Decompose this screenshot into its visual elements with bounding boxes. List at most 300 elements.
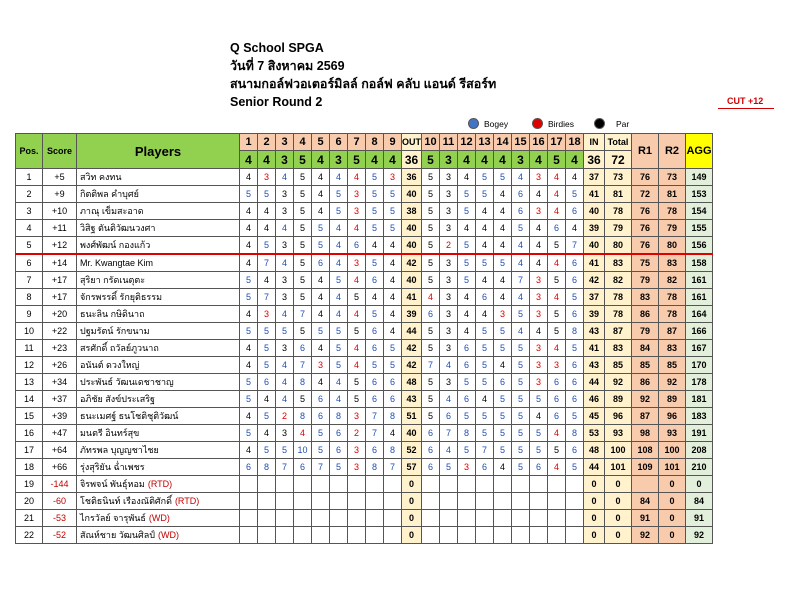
hole-score: 4 bbox=[494, 357, 512, 374]
agg-cell: 164 bbox=[686, 306, 713, 323]
player-name: กิตติพล คำบุศย์ bbox=[80, 189, 139, 199]
total-cell: 92 bbox=[605, 374, 632, 391]
par-cell: 5 bbox=[422, 151, 440, 169]
hole-score: 4 bbox=[312, 306, 330, 323]
hole-score: 4 bbox=[330, 374, 348, 391]
hole-score: 4 bbox=[276, 254, 294, 272]
hole-score: 5 bbox=[566, 186, 584, 203]
r1-header: R1 bbox=[632, 134, 659, 169]
player-name: สรศักดิ์ ถวัลย์ภูวนาถ bbox=[80, 343, 159, 353]
hole-score: 5 bbox=[440, 459, 458, 476]
hole-score bbox=[330, 527, 348, 544]
hole-score: 4 bbox=[494, 289, 512, 306]
player-name: สัณห์ชาย วัฒนศิลป์ bbox=[80, 530, 155, 540]
hole-score: 6 bbox=[548, 391, 566, 408]
pos-cell: 7 bbox=[16, 272, 43, 289]
hole-score: 2 bbox=[348, 425, 366, 442]
hole-score: 4 bbox=[384, 323, 402, 340]
r2-cell: 78 bbox=[659, 203, 686, 220]
agg-cell: 84 bbox=[686, 493, 713, 510]
hole-score: 3 bbox=[458, 459, 476, 476]
r1-cell: 86 bbox=[632, 374, 659, 391]
hole-score: 3 bbox=[440, 374, 458, 391]
in-header: IN bbox=[584, 134, 605, 151]
hole-score: 6 bbox=[312, 408, 330, 425]
hole-score: 5 bbox=[258, 340, 276, 357]
hole-score: 7 bbox=[366, 408, 384, 425]
table-row bbox=[16, 203, 713, 220]
hole-score: 3 bbox=[440, 272, 458, 289]
hole-score: 5 bbox=[240, 425, 258, 442]
hole-score: 5 bbox=[366, 169, 384, 186]
player-name: ไกรวัลย์ จารุพันธ์ bbox=[80, 513, 146, 523]
hole-score: 6 bbox=[366, 272, 384, 289]
hole-score: 6 bbox=[512, 186, 530, 203]
total-cell: 81 bbox=[605, 186, 632, 203]
hole-score: 10 bbox=[294, 442, 312, 459]
hole-score: 8 bbox=[566, 323, 584, 340]
hole-score: 4 bbox=[276, 220, 294, 237]
hole-score: 6 bbox=[312, 391, 330, 408]
player-name: ธนะเมศฐ์ ธนโชติชุติวัฒน์ bbox=[80, 411, 179, 421]
hole-header: 18 bbox=[566, 134, 584, 151]
hole-score: 3 bbox=[530, 203, 548, 220]
hole-score: 5 bbox=[512, 459, 530, 476]
hole-score bbox=[384, 510, 402, 527]
hole-score: 5 bbox=[240, 391, 258, 408]
in-cell: 44 bbox=[584, 374, 605, 391]
hole-score: 4 bbox=[240, 237, 258, 255]
hole-score: 4 bbox=[258, 391, 276, 408]
hole-score: 4 bbox=[366, 237, 384, 255]
hole-score: 3 bbox=[530, 272, 548, 289]
player-cell bbox=[77, 254, 240, 272]
r2-cell: 100 bbox=[659, 442, 686, 459]
hole-header: 8 bbox=[366, 134, 384, 151]
hole-score: 5 bbox=[422, 220, 440, 237]
hole-score: 4 bbox=[330, 289, 348, 306]
hole-score: 8 bbox=[566, 425, 584, 442]
hole-score: 4 bbox=[330, 237, 348, 255]
in-cell: 44 bbox=[584, 459, 605, 476]
hole-score: 5 bbox=[312, 425, 330, 442]
hole-score: 4 bbox=[548, 289, 566, 306]
player-name: พงศ์พัฒน์ กองแก้ว bbox=[80, 240, 151, 250]
hole-score: 7 bbox=[276, 459, 294, 476]
hole-score bbox=[458, 493, 476, 510]
hole-score bbox=[512, 510, 530, 527]
hole-score: 4 bbox=[422, 289, 440, 306]
hole-score: 3 bbox=[276, 186, 294, 203]
r2-cell: 80 bbox=[659, 237, 686, 255]
player-name: วิสิฐ ตันติวัฒนวงศา bbox=[80, 223, 156, 233]
hole-score: 5 bbox=[476, 425, 494, 442]
hole-score: 4 bbox=[330, 306, 348, 323]
hole-score: 5 bbox=[512, 408, 530, 425]
hole-score: 5 bbox=[240, 289, 258, 306]
hole-score bbox=[548, 527, 566, 544]
hole-score: 5 bbox=[240, 186, 258, 203]
hole-score: 6 bbox=[476, 459, 494, 476]
player-cell bbox=[77, 476, 240, 493]
hole-score bbox=[240, 476, 258, 493]
agg-cell: 149 bbox=[686, 169, 713, 186]
r2-cell: 82 bbox=[659, 272, 686, 289]
hole-score bbox=[476, 476, 494, 493]
r2-header: R2 bbox=[659, 134, 686, 169]
player-name: ภัทรพล บุญญชาไชย bbox=[80, 445, 159, 455]
hole-score: 5 bbox=[566, 408, 584, 425]
hole-score bbox=[312, 476, 330, 493]
hole-score: 4 bbox=[384, 306, 402, 323]
table-row bbox=[16, 408, 713, 425]
hole-score: 5 bbox=[458, 203, 476, 220]
par-cell: 3 bbox=[440, 151, 458, 169]
pos-cell: 2 bbox=[16, 186, 43, 203]
hole-score: 3 bbox=[258, 169, 276, 186]
hole-score: 4 bbox=[494, 220, 512, 237]
total-header: Total bbox=[605, 134, 632, 151]
hole-score: 4 bbox=[330, 254, 348, 272]
player-cell bbox=[77, 203, 240, 220]
player-status: (RTD) bbox=[174, 496, 200, 506]
agg-cell: 161 bbox=[686, 272, 713, 289]
hole-score bbox=[294, 527, 312, 544]
hole-score: 5 bbox=[548, 306, 566, 323]
hole-score: 4 bbox=[384, 289, 402, 306]
hole-score: 5 bbox=[312, 442, 330, 459]
out-cell: 52 bbox=[402, 442, 422, 459]
total-cell: 0 bbox=[605, 510, 632, 527]
hole-score: 4 bbox=[548, 203, 566, 220]
hole-score bbox=[312, 510, 330, 527]
player-name: ธนะลิน กษิดินาถ bbox=[80, 309, 145, 319]
hole-header: 11 bbox=[440, 134, 458, 151]
hole-score: 4 bbox=[240, 442, 258, 459]
hole-header: 9 bbox=[384, 134, 402, 151]
hole-score: 5 bbox=[258, 357, 276, 374]
hole-score: 6 bbox=[548, 374, 566, 391]
hole-score: 6 bbox=[366, 374, 384, 391]
par-cell: 5 bbox=[548, 151, 566, 169]
hole-score: 5 bbox=[294, 203, 312, 220]
player-cell bbox=[77, 510, 240, 527]
hole-score: 5 bbox=[258, 442, 276, 459]
hole-score: 5 bbox=[548, 442, 566, 459]
out-cell: 40 bbox=[402, 425, 422, 442]
total-cell: 0 bbox=[605, 476, 632, 493]
agg-cell: 92 bbox=[686, 527, 713, 544]
hole-score: 4 bbox=[566, 220, 584, 237]
pos-cell: 13 bbox=[16, 374, 43, 391]
score-cell: +20 bbox=[43, 306, 77, 323]
hole-header: 13 bbox=[476, 134, 494, 151]
hole-score: 6 bbox=[366, 340, 384, 357]
hole-score: 5 bbox=[422, 408, 440, 425]
hole-score: 5 bbox=[422, 374, 440, 391]
hole-score bbox=[258, 527, 276, 544]
hole-score: 6 bbox=[566, 357, 584, 374]
hole-score: 3 bbox=[348, 254, 366, 272]
hole-score bbox=[422, 476, 440, 493]
hole-score: 4 bbox=[440, 391, 458, 408]
cut-label: CUT +12 bbox=[727, 96, 764, 106]
player-cell bbox=[77, 493, 240, 510]
hole-score: 4 bbox=[330, 169, 348, 186]
score-cell: -144 bbox=[43, 476, 77, 493]
r1-cell: 84 bbox=[632, 493, 659, 510]
in-cell: 40 bbox=[584, 203, 605, 220]
hole-score bbox=[458, 476, 476, 493]
par-cell: 3 bbox=[512, 151, 530, 169]
hole-score: 5 bbox=[476, 323, 494, 340]
hole-score: 4 bbox=[384, 237, 402, 255]
hole-score: 5 bbox=[512, 306, 530, 323]
hole-score: 4 bbox=[240, 357, 258, 374]
player-status: (WD) bbox=[148, 513, 170, 523]
out-cell: 57 bbox=[402, 459, 422, 476]
hole-score: 3 bbox=[348, 408, 366, 425]
hole-score: 5 bbox=[384, 220, 402, 237]
hole-score: 3 bbox=[312, 357, 330, 374]
hole-score bbox=[276, 510, 294, 527]
hole-score bbox=[240, 493, 258, 510]
hole-score: 7 bbox=[422, 357, 440, 374]
hole-score: 5 bbox=[258, 323, 276, 340]
hole-score bbox=[512, 493, 530, 510]
in-cell: 39 bbox=[584, 220, 605, 237]
hole-score: 4 bbox=[548, 254, 566, 272]
player-name: สวิท คงทน bbox=[80, 172, 122, 182]
r2-cell: 81 bbox=[659, 186, 686, 203]
table-row bbox=[16, 374, 713, 391]
hole-score: 5 bbox=[476, 254, 494, 272]
out-cell: 0 bbox=[402, 510, 422, 527]
par-cell: 4 bbox=[530, 151, 548, 169]
pos-cell: 9 bbox=[16, 306, 43, 323]
hole-score: 4 bbox=[548, 169, 566, 186]
hole-score: 6 bbox=[384, 374, 402, 391]
player-name: รุ่งสุริยัน ฉ่ำเพชร bbox=[80, 462, 145, 472]
player-cell bbox=[77, 289, 240, 306]
hole-score bbox=[458, 510, 476, 527]
agg-cell: 191 bbox=[686, 425, 713, 442]
hole-score: 5 bbox=[240, 323, 258, 340]
legend-par-label: Par bbox=[616, 118, 630, 129]
hole-header: 10 bbox=[422, 134, 440, 151]
hole-score: 5 bbox=[348, 374, 366, 391]
hole-score: 4 bbox=[566, 169, 584, 186]
score-cell: +66 bbox=[43, 459, 77, 476]
hole-score: 6 bbox=[422, 459, 440, 476]
hole-score bbox=[312, 493, 330, 510]
table-row bbox=[16, 340, 713, 357]
hole-score: 3 bbox=[348, 459, 366, 476]
hole-score: 3 bbox=[384, 169, 402, 186]
pos-cell: 1 bbox=[16, 169, 43, 186]
agg-cell: 154 bbox=[686, 203, 713, 220]
hole-score: 5 bbox=[348, 323, 366, 340]
r1-cell: 76 bbox=[632, 203, 659, 220]
hole-score: 5 bbox=[294, 186, 312, 203]
in-cell: 41 bbox=[584, 186, 605, 203]
hole-score: 5 bbox=[330, 340, 348, 357]
r1-cell: 79 bbox=[632, 272, 659, 289]
player-cell bbox=[77, 391, 240, 408]
hole-score: 4 bbox=[494, 459, 512, 476]
pos-cell: 14 bbox=[16, 391, 43, 408]
hole-score: 4 bbox=[312, 169, 330, 186]
hole-score: 5 bbox=[512, 425, 530, 442]
table-row bbox=[16, 306, 713, 323]
r1-cell: 76 bbox=[632, 169, 659, 186]
hole-score: 4 bbox=[494, 237, 512, 255]
hole-score: 4 bbox=[440, 357, 458, 374]
hole-score: 6 bbox=[384, 391, 402, 408]
hole-score: 7 bbox=[366, 425, 384, 442]
hole-score: 4 bbox=[276, 357, 294, 374]
par-cell: 5 bbox=[348, 151, 366, 169]
total-cell: 83 bbox=[605, 340, 632, 357]
hole-score: 4 bbox=[312, 186, 330, 203]
hole-score bbox=[330, 510, 348, 527]
legend-bogey-label: Bogey bbox=[484, 118, 509, 129]
hole-score: 4 bbox=[330, 220, 348, 237]
hole-score: 5 bbox=[312, 220, 330, 237]
hole-score bbox=[384, 527, 402, 544]
hole-score bbox=[348, 527, 366, 544]
player-cell bbox=[77, 220, 240, 237]
hole-score bbox=[566, 476, 584, 493]
hole-score: 3 bbox=[440, 289, 458, 306]
r2-cell: 73 bbox=[659, 169, 686, 186]
hole-score: 3 bbox=[548, 357, 566, 374]
table-row bbox=[16, 493, 713, 510]
pos-cell: 19 bbox=[16, 476, 43, 493]
score-cell: +39 bbox=[43, 408, 77, 425]
hole-score: 3 bbox=[258, 306, 276, 323]
hole-score: 5 bbox=[384, 203, 402, 220]
hole-score: 5 bbox=[512, 442, 530, 459]
out-cell: 41 bbox=[402, 289, 422, 306]
r2-cell: 101 bbox=[659, 459, 686, 476]
score-cell: +9 bbox=[43, 186, 77, 203]
hole-score: 4 bbox=[258, 425, 276, 442]
hole-score: 6 bbox=[330, 442, 348, 459]
par-cell: 36 bbox=[584, 151, 605, 169]
hole-score: 6 bbox=[566, 306, 584, 323]
hole-score bbox=[530, 476, 548, 493]
hole-score: 4 bbox=[476, 203, 494, 220]
hole-score: 4 bbox=[384, 254, 402, 272]
hole-score: 6 bbox=[530, 459, 548, 476]
hole-score: 7 bbox=[294, 357, 312, 374]
pos-cell: 6 bbox=[16, 254, 43, 272]
score-cell: -53 bbox=[43, 510, 77, 527]
hole-score: 3 bbox=[530, 374, 548, 391]
hole-score bbox=[276, 527, 294, 544]
hole-score bbox=[458, 527, 476, 544]
hole-score bbox=[440, 493, 458, 510]
total-cell: 78 bbox=[605, 306, 632, 323]
total-cell: 0 bbox=[605, 527, 632, 544]
hole-header: 6 bbox=[330, 134, 348, 151]
hole-score: 8 bbox=[384, 408, 402, 425]
hole-score: 5 bbox=[384, 186, 402, 203]
hole-score bbox=[240, 510, 258, 527]
hole-score: 4 bbox=[530, 237, 548, 255]
hole-score: 4 bbox=[348, 169, 366, 186]
table-row bbox=[16, 220, 713, 237]
score-cell: +17 bbox=[43, 272, 77, 289]
hole-score: 6 bbox=[366, 442, 384, 459]
r2-cell: 0 bbox=[659, 493, 686, 510]
hole-score: 5 bbox=[330, 459, 348, 476]
par-cell: 4 bbox=[494, 151, 512, 169]
in-cell: 37 bbox=[584, 169, 605, 186]
agg-header: AGG bbox=[686, 134, 713, 169]
legend-bogey bbox=[468, 118, 508, 129]
par-cell: 3 bbox=[330, 151, 348, 169]
r2-cell: 87 bbox=[659, 323, 686, 340]
hole-score bbox=[512, 527, 530, 544]
hole-score: 4 bbox=[494, 186, 512, 203]
hole-score: 5 bbox=[422, 340, 440, 357]
par-cell: 4 bbox=[384, 151, 402, 169]
r2-cell: 0 bbox=[659, 476, 686, 493]
pos-cell: 16 bbox=[16, 425, 43, 442]
agg-cell: 153 bbox=[686, 186, 713, 203]
player-name: ภาณุ เข็มสะอาด bbox=[80, 206, 144, 216]
player-cell bbox=[77, 459, 240, 476]
hole-score: 3 bbox=[276, 425, 294, 442]
out-cell: 40 bbox=[402, 272, 422, 289]
table-row bbox=[16, 169, 713, 186]
table-row bbox=[16, 289, 713, 306]
hole-score: 3 bbox=[276, 340, 294, 357]
hole-score: 4 bbox=[476, 306, 494, 323]
r1-cell: 109 bbox=[632, 459, 659, 476]
hole-header: 4 bbox=[294, 134, 312, 151]
r2-cell: 78 bbox=[659, 289, 686, 306]
hole-score: 4 bbox=[512, 254, 530, 272]
hole-score: 4 bbox=[494, 272, 512, 289]
pos-cell: 21 bbox=[16, 510, 43, 527]
score-cell: +26 bbox=[43, 357, 77, 374]
player-name: จิรพจน์ พันธุ์หอม bbox=[80, 479, 145, 489]
hole-score: 8 bbox=[330, 408, 348, 425]
agg-cell: 155 bbox=[686, 220, 713, 237]
par-cell: 4 bbox=[476, 151, 494, 169]
player-cell bbox=[77, 374, 240, 391]
hole-score: 3 bbox=[348, 442, 366, 459]
player-name: จักรพรรดิ์ รักยุติธรรม bbox=[80, 292, 162, 302]
hole-score: 5 bbox=[312, 323, 330, 340]
par-cell: 4 bbox=[258, 151, 276, 169]
hole-score: 4 bbox=[240, 203, 258, 220]
hole-score: 4 bbox=[276, 374, 294, 391]
score-cell: -60 bbox=[43, 493, 77, 510]
pos-cell: 4 bbox=[16, 220, 43, 237]
out-cell: 40 bbox=[402, 237, 422, 255]
r2-cell: 96 bbox=[659, 408, 686, 425]
score-cell: +14 bbox=[43, 254, 77, 272]
hole-score: 6 bbox=[566, 254, 584, 272]
hole-score: 5 bbox=[530, 425, 548, 442]
table-row bbox=[16, 425, 713, 442]
legend-birdies bbox=[532, 118, 574, 129]
hole-score bbox=[330, 476, 348, 493]
